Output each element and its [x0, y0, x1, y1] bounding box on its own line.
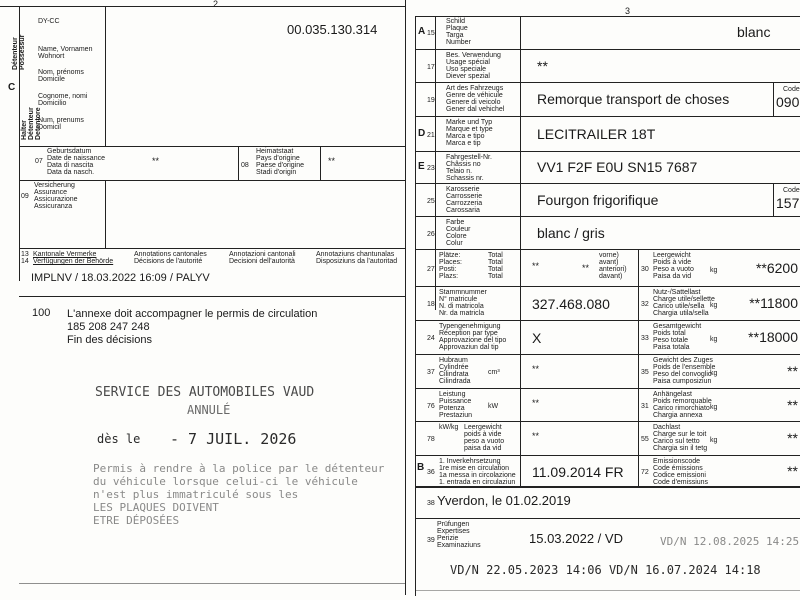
row-label: Marke und Typ Marque et type Marca e tipo Marca e tip: [446, 119, 493, 147]
field-row: [415, 152, 800, 184]
pair-left-value-2: **: [582, 262, 590, 273]
pair-left-num: 76: [427, 402, 435, 410]
row-num: 19: [427, 97, 435, 104]
row-label: Schild Plaque Targa Number: [446, 18, 471, 46]
pair-left-num: 37: [427, 369, 435, 376]
pair-right-label: Anhängelast Poids remorquable Carico rimorchiato Chargia annexa: [653, 391, 712, 419]
pair-left-label: Stammnummer N° matricule N. di matricola Nr. da matricla: [439, 289, 487, 317]
pair-right-num: 30: [641, 265, 649, 273]
pair-row: [415, 250, 800, 287]
holder-group-label-2: Halter Détenteur Detentore: [21, 107, 42, 140]
pair-right-unit: kg: [710, 302, 718, 309]
cantonal-num-2: 14: [21, 258, 29, 265]
stamp-title: SERVICE DES AUTOMOBILES VAUD: [95, 385, 315, 400]
code-100: 100: [32, 307, 51, 319]
pair-right-value: **: [787, 430, 798, 446]
pair-left-value: **: [532, 431, 540, 441]
insurance-num: 09: [21, 193, 29, 200]
pair-right-num: 31: [641, 402, 649, 410]
row-letter: D: [418, 127, 426, 139]
place-num: 38: [427, 500, 435, 507]
row-value: VV1 F2F E0U SN15 7687: [537, 159, 698, 175]
right-page: [415, 0, 800, 600]
stamp-date: - 7 JUIL. 2026: [170, 430, 297, 448]
row-num: 23: [427, 165, 435, 172]
pair-left-num: 24: [427, 335, 435, 342]
pair-right-unit: kg: [710, 437, 718, 444]
row-label: Art des Fahrzeugs Genre de véhicule Genere di veicolo Gener dal vehichel: [446, 85, 505, 113]
doc-number: 00.035.130.314: [287, 22, 378, 37]
field-row: [415, 184, 800, 217]
pair-right-value: **11800: [749, 295, 798, 311]
row-num: 21: [427, 131, 435, 139]
pair-row: [415, 456, 800, 487]
pair-left-label: kW/kg: [439, 424, 459, 431]
pair-row: [415, 321, 800, 355]
stamp-sub: ANNULÉ: [187, 403, 231, 417]
cantonal-rm: Annotaziuns chantunalas Disposiziuns da l'autoritad: [316, 251, 398, 265]
stamp-des: dès le: [97, 432, 141, 446]
field-row: [415, 16, 800, 50]
pair-right-num: 32: [641, 301, 649, 308]
pair-left-num: 18: [427, 301, 435, 308]
row-label: Karosserie Carrosserie Carrozzeria Carossaria: [446, 186, 483, 214]
row-num: 25: [427, 197, 435, 205]
birth-label: Geburtsdatum Date de naissance Data di nascita Data da nasch.: [47, 148, 105, 176]
pair-row: [415, 287, 800, 321]
pair-left-value: **: [532, 397, 540, 408]
pair-right-label: Leergewicht Poids à vide Peso a vuoto Paisa da vid: [653, 252, 694, 280]
row-label: Bes. Verwendung Usage spécial Uso speciale Diever spezial: [446, 52, 501, 80]
pair-left-value: **: [532, 260, 540, 271]
row-code-label: Code: [783, 187, 800, 194]
pair-row: [415, 422, 800, 456]
pair-right-value: **6200: [755, 259, 798, 276]
pair-right-label: Gewicht des Zuges Poids de l'ensemble Peso del convoglio Paisa cumposiziun: [653, 357, 716, 385]
impl-line: IMPLNV / 18.03.2022 16:09 / PALYV: [31, 272, 210, 284]
pair-right-unit: kg: [710, 336, 718, 343]
holder-top-cut: DY-CC: [38, 18, 60, 25]
pair-right-unit: kg: [710, 403, 718, 411]
birth-num: 07: [35, 158, 43, 165]
exam-label: Prüfungen Expertises Perizie Examinaziuns: [437, 521, 481, 549]
origin-label: Heimatstaat Pays d'origine Paese d'origine Stadi d'origin: [256, 148, 305, 176]
section-letter-c: C: [8, 82, 16, 93]
bottom-stamp: VD/N 22.05.2023 14:06 VD/N 16.07.2024 14:18: [450, 563, 761, 577]
name-labels-de: Name, Vornamen Wohnort: [38, 46, 93, 60]
pair-right-unit: kg: [710, 266, 718, 274]
cantonal-de: Kantonale Vermerke Verfügungen der Behörde: [33, 251, 114, 265]
annex-text: L'annexe doit accompagner le permis de circulation 185 208 247 248 Fin des décisions: [67, 308, 318, 346]
row-value: Fourgon frigorifique: [537, 191, 659, 208]
row-code-label: Code: [783, 86, 800, 93]
row-letter: A: [418, 26, 426, 37]
row-label: Farbe Couleur Colore Colur: [446, 219, 471, 247]
pair-row: [415, 355, 800, 389]
field-row: [415, 83, 800, 117]
pair-right-value: **: [787, 363, 798, 379]
row-num: 17: [427, 63, 435, 71]
row-code: 090: [776, 94, 800, 110]
pair-left-num: 36: [427, 468, 435, 476]
cantonal-fr: Annotations cantonales Décisions de l'autorité: [134, 251, 207, 265]
place-date: Yverdon, le 01.02.2019: [437, 493, 571, 508]
left-page-number: 2: [213, 0, 219, 9]
pair-left-extra: Total Total Total Total: [488, 252, 503, 280]
row-num: 15: [427, 30, 435, 37]
pair-left-label: Typengenehmigung Réception par type Approvazione del tipo Approvaziun dal tip: [439, 323, 507, 351]
cantonal-it: Annotazioni cantonali Decisioni dell'autorità: [229, 251, 296, 265]
exam-stamp: VD/N 12.08.2025 14:25: [660, 535, 800, 548]
pair-right-num: 72: [641, 468, 649, 476]
name-labels-fr: Nom, prénoms Domicile: [38, 69, 84, 83]
field-row: [415, 117, 800, 152]
row-value: **: [537, 57, 548, 74]
pair-left-value: **: [532, 364, 540, 374]
pair-right-num: 35: [641, 369, 649, 376]
row-value: LECITRAILER 18T: [537, 125, 656, 142]
pair-left-value: 11.09.2014 FR: [532, 463, 624, 480]
birth-value: **: [152, 156, 160, 166]
pair-left-num: 78: [427, 436, 435, 443]
row-value: blanc / gris: [537, 224, 605, 241]
insurance-label: Versicherung Assurance Assicurazione Assicuranza: [34, 182, 78, 210]
row-value: blanc: [737, 24, 771, 40]
pair-right-label: Gesamtgewicht Poids total Peso totale Paisa totala: [653, 323, 702, 351]
letter-b: B: [417, 462, 425, 473]
row-num: 26: [427, 230, 435, 238]
pair-left-label: Hubraum Cylindrée Cilindrata Cilindrada: [439, 357, 471, 385]
pair-left-value: 327.468.080: [532, 296, 610, 312]
pair-left-extra: kW: [488, 402, 499, 410]
field-row: [415, 217, 800, 250]
row-letter: E: [418, 161, 425, 172]
origin-num: 08: [241, 162, 249, 169]
pair-right-label: Nutz-/Sattellast Charge utile/sellette Carico utile/sella Chargia utila/sella: [653, 289, 715, 317]
stamp-text: Permis à rendre à la police par le détenteur du véhicule lorsque celui-ci le véhicule n'est plus immatriculé sous les LES PLAQUES DOIVENT ETRE DÉPOSÉES: [93, 462, 385, 527]
name-labels-rm: Num, prenums Domicil: [38, 117, 84, 131]
pair-row: [415, 389, 800, 422]
origin-value: **: [328, 156, 336, 166]
holder-group-label: Détenteur Possessur: [12, 34, 26, 70]
pair-left-label: Plätze: Places: Posti: Plazs:: [439, 252, 462, 280]
pair-right-value: **: [787, 396, 798, 413]
pair-right-value: **18000: [748, 329, 798, 345]
pair-left-value: X: [532, 330, 542, 346]
exam-num: 39: [427, 537, 435, 544]
pair-right-unit: kg: [710, 370, 718, 377]
exam-value: 15.03.2022 / VD: [529, 531, 623, 546]
pair-left-note: vorne) avant) anteriori) davant): [599, 252, 627, 280]
row-value: Remorque transport de choses: [537, 91, 730, 107]
pair-right-num: 33: [641, 335, 649, 342]
pair-left-num: 27: [427, 265, 435, 273]
right-page-number: 3: [625, 6, 631, 16]
pair-left-label: 1. Inverkehrsetzung 1re mise en circulation 1a messa in circolazione 1. entrada en circulaziun: [439, 458, 516, 486]
field-row: [415, 50, 800, 83]
row-code: 157: [776, 194, 800, 211]
pair-left-label: Leistung Puissance Potenza Prestaziun: [439, 391, 473, 419]
row-label: Fahrgestell-Nr. Châssis no Telaio n. Schassis nr.: [446, 154, 492, 182]
cantonal-num-1: 13: [21, 251, 29, 258]
pair-right-value: **: [787, 462, 798, 479]
pair-left-extra: cm³: [488, 369, 500, 376]
pair-right-num: 55: [641, 436, 649, 443]
pair-right-label: Emissionscode Code émissions Codice emissioni Code d'emissiuns: [653, 458, 709, 486]
pair-right-label: Dachlast Charge sur le toit Carico sul tetto Chargia sin il tetg: [653, 424, 708, 452]
pair-left-extra: Leergewicht poids à vide peso a vuoto paisa da vid: [464, 424, 505, 452]
name-labels-it: Cognome, nomi Domicilio: [38, 93, 88, 107]
